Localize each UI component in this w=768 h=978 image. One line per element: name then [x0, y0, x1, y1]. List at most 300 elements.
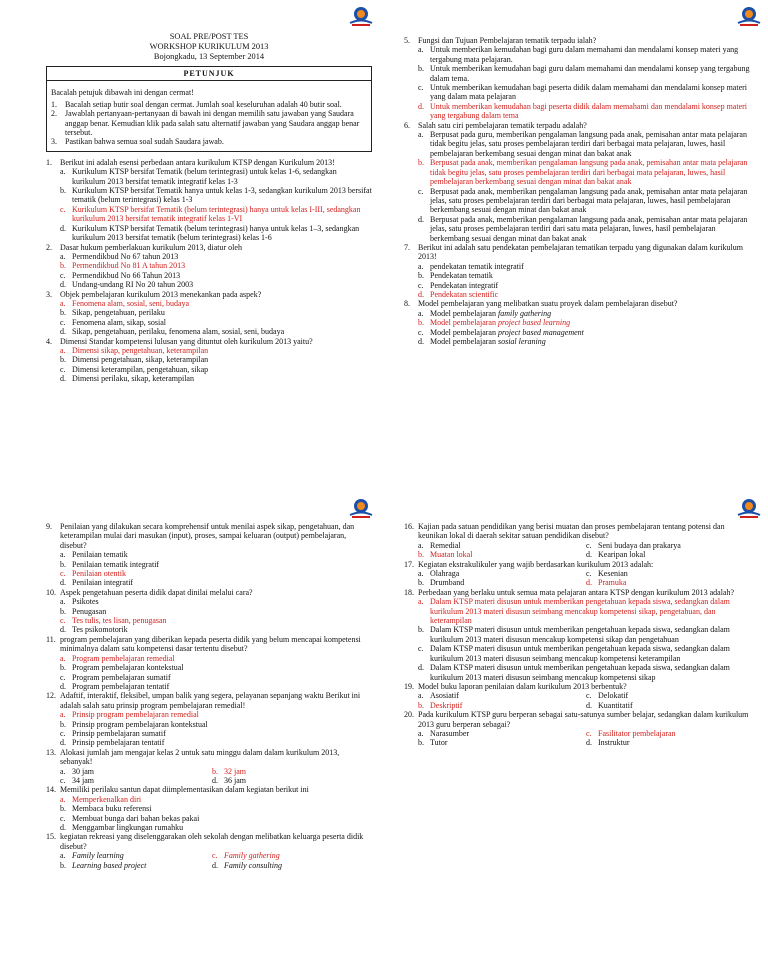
answer-option — [60, 261, 372, 270]
option-key: b. — [60, 663, 66, 673]
option-text — [430, 130, 754, 158]
option-text-plain: 34 jam — [72, 775, 94, 785]
option-text — [598, 729, 676, 738]
option-key: c. — [60, 728, 66, 738]
option-key: c. — [60, 569, 66, 579]
option-key: c. — [60, 270, 66, 280]
option-text-plain: Prinsip program pembelajaran kontekstual — [72, 719, 208, 729]
option-key: b. — [60, 186, 66, 196]
option-key: b. — [60, 355, 66, 365]
option-key: b. — [418, 738, 424, 748]
answer-option — [60, 767, 212, 776]
option-text — [430, 337, 754, 346]
option-text-plain: Psikotes — [72, 597, 99, 607]
option-text-italic: Family gathering — [224, 851, 280, 861]
option-text-plain: Tes psikomotorik — [72, 625, 128, 635]
option-key: c. — [586, 569, 592, 579]
document-page-3 — [0, 492, 380, 978]
answer-option — [60, 795, 364, 804]
option-key: c. — [586, 540, 592, 550]
option-text-plain: Program pembelajaran tentatif — [72, 681, 170, 691]
question-text: Objek pembelajaran kurikulum 2013 menekankan pada aspek? — [60, 289, 262, 299]
instruction-text: Jawablah pertanyaan-pertanyaan di bawah ini dengan memilih satu jawaban yang Saudara anggap benar. Kemudian klik pada salah satu alternatif jawaban yang Saudara anggap benar tersebut. — [65, 109, 360, 138]
option-text — [224, 861, 282, 870]
answer-option — [418, 215, 754, 243]
question-item — [46, 588, 364, 635]
question-stem — [404, 522, 754, 541]
question-number: 2. — [46, 242, 52, 252]
answer-option — [60, 550, 364, 559]
option-text-plain: Tutor — [430, 738, 448, 748]
document-page-4 — [388, 492, 768, 978]
option-key: b. — [418, 700, 424, 710]
option-text-plain: Fenomena alam, sikap, sosial — [72, 317, 166, 327]
option-text-plain: Berpusat pada anak, memberikan pengalaman langsung pada anak, pemisahan antar mata pelajaran tidak begitu jelas, satu proses pembelajaran terdiri dari berbagai mata pelajaran, luwes, hasil pembelajaran berkembang sesuai dengan minat dan bakat anak — [430, 158, 748, 187]
option-key: d. — [60, 823, 66, 832]
option-text — [72, 327, 372, 336]
option-key: d. — [60, 223, 66, 233]
answer-option — [586, 701, 754, 710]
answer-option — [418, 290, 754, 299]
university-logo-icon — [348, 6, 374, 28]
option-text-plain: Program pembelajaran kontekstual — [72, 663, 184, 673]
option-list — [60, 167, 372, 242]
option-text-plain: Kurikulum KTSP bersifat Tematik (belum terintegrasi) hanya untuk kelas I-III, sedangkan kurikulum 2013 bersifat tematik integratif kelas 1-VI — [72, 204, 361, 224]
question-text: kegiatan rekreasi yang diselenggarakan oleh sekolah dengan melibatkan keluarga peserta didik disebut? — [60, 832, 364, 851]
option-key: b. — [418, 64, 424, 74]
option-text — [72, 355, 372, 364]
question-stem — [46, 588, 364, 597]
question-text: Berikut ini adalah satu pendekatan pembelajaran tematikan terpadu yang digunakan dalam kurikulum 2013! — [418, 242, 743, 262]
option-text-plain: Berpusat pada guru, memberikan pengalaman langsung pada anak, pemisahan antar mata pelajaran tidak begitu jelas, satu proses pembelajaran terdiri dari berbagai mata pelajaran, luwes, hasil pembelajaran berkembang sesuai dengan minat dan bakat anak — [430, 130, 747, 158]
option-text-plain: Pramuka — [598, 578, 627, 588]
option-key: c. — [60, 616, 66, 626]
question-number: 19. — [404, 681, 414, 691]
option-text — [72, 776, 94, 785]
question-text: Model pembelajaran yang melibatkan suatu proyek dalam pembelajaran disebut? — [418, 299, 678, 309]
answer-option — [418, 550, 586, 559]
answer-option — [586, 550, 754, 559]
answer-option — [60, 374, 372, 383]
option-text-plain: Tes tulis, tes lisan, penugasan — [72, 616, 167, 626]
question-item — [46, 635, 364, 691]
question-stem — [46, 785, 364, 794]
question-number: 10. — [46, 587, 56, 597]
answer-option — [60, 578, 364, 587]
option-text-plain: Penilaian otentik — [72, 569, 126, 579]
question-item — [404, 36, 754, 121]
option-text-plain: Kurikulum KTSP bersifat Tematik (belum terintegrasi) hanya untuk kelas 1–3, sedangkan kurikulum 2013 bersifat tematik (belum terintegrasi) kelas 1-6 — [72, 223, 360, 243]
option-list — [418, 309, 754, 347]
university-logo-icon — [348, 498, 374, 520]
document-page-2 — [388, 0, 768, 486]
question-text: Adaftif, interaktif, fleksibel, umpan balik yang segera, pelayanan sepanjang waktu Berikut ini adalah salah satu prinsip program pembelajaran remedial! — [60, 691, 361, 710]
option-text — [72, 654, 364, 663]
question-number: 11. — [46, 634, 56, 644]
option-text — [598, 541, 681, 550]
option-key: a. — [60, 298, 66, 308]
option-text-italic: sosial leraning — [497, 337, 546, 346]
answer-option — [212, 776, 364, 785]
option-text-plain: Drumband — [430, 578, 465, 588]
option-text-plain: Penilaian tematik integratif — [72, 559, 160, 569]
option-text — [598, 569, 628, 578]
option-text-plain: Pendekatan tematik — [430, 271, 493, 281]
question-stem — [46, 748, 364, 767]
answer-option — [586, 738, 754, 747]
option-grid — [60, 767, 364, 786]
option-text-plain: Untuk memberikan kemudahan bagi peserta didik dalam memahami dan mendalami konsep materi yang tergabung dalam tema — [430, 101, 748, 121]
answer-option — [586, 691, 754, 700]
option-key: b. — [60, 606, 66, 616]
question-text: Perbedaan yang berlaku untuk semua mata pelajaran antara KTSP dengan kurikulum 2013 adalah? — [418, 587, 735, 597]
exam-header — [46, 32, 372, 62]
question-text: Memiliki perilaku santun dapat diimplementasikan dalam kegiatan berikut ini — [60, 785, 309, 795]
question-item — [46, 158, 372, 243]
question-text: Kajian pada satuan pendidikan yang berisi muatan dan proses pembelajaran tentang potensi dan keunikan lokal di daerah sekitar satuan pendidikan disebut? — [418, 522, 725, 541]
instruction-text: Pastikan bahwa semua soal sudah Saudara jawab. — [65, 137, 224, 147]
answer-option — [418, 597, 754, 625]
option-list — [60, 550, 364, 588]
option-text — [72, 318, 372, 327]
answer-option — [418, 691, 586, 700]
option-text-italic: Family learning — [72, 851, 124, 861]
question-item — [404, 243, 754, 299]
question-number: 18. — [404, 587, 414, 597]
option-key: a. — [60, 597, 66, 607]
question-text: Dimensi Standar kompetensi lulusan yang dituntut oleh kurikulum 2013 yaitu? — [60, 336, 313, 346]
option-list — [60, 597, 364, 635]
option-text-plain: Untuk memberikan kemudahan bagi peserta didik dalam memahami dan mendalami konsep materi yang dalam mata pelajaran — [430, 83, 748, 102]
option-key: b. — [60, 804, 66, 814]
option-text-plain: Untuk memberikan kemudahan bagi guru dalam memahami dan mendalami konsep yang tergabung dalam tema. — [430, 64, 750, 83]
option-text — [72, 205, 372, 224]
option-text — [72, 607, 364, 616]
question-text: Salah satu ciri pembelajaran tematik terpadu adalah? — [418, 120, 587, 130]
option-text — [430, 45, 754, 64]
option-key: d. — [60, 280, 66, 290]
option-key: d. — [212, 860, 218, 870]
answer-option — [418, 578, 586, 587]
question-item — [46, 785, 364, 832]
answer-option — [418, 625, 754, 644]
answer-option — [60, 327, 372, 336]
option-text — [72, 346, 372, 355]
answer-option — [418, 328, 754, 337]
option-list — [60, 346, 372, 384]
option-key: a. — [60, 851, 66, 861]
option-key: d. — [60, 681, 66, 691]
option-text-italic: Learning based project — [72, 860, 147, 870]
answer-option — [60, 710, 364, 719]
option-key: b. — [60, 860, 66, 870]
option-text — [430, 569, 459, 578]
option-text-plain: Dimensi sikap, pengetahuan, keterampilan — [72, 345, 209, 355]
option-text-plain: Menggambar lingkungan rumahku — [72, 823, 184, 832]
option-grid — [418, 541, 754, 560]
option-text — [430, 187, 754, 215]
option-list — [418, 597, 754, 682]
option-text — [72, 795, 364, 804]
option-text — [72, 252, 372, 261]
answer-option — [418, 738, 586, 747]
answer-option — [418, 569, 586, 578]
answer-option — [60, 271, 372, 280]
answer-option — [60, 823, 364, 832]
answer-option — [418, 45, 754, 64]
question-text: program pembelajaran yang diberikan kepada peserta didik yang belum mencapai kompetensi minimalnya dalam satu kompetensi dasar tertentu disebut? — [60, 634, 361, 654]
instructions-title: PETUNJUK — [47, 67, 371, 81]
option-text-plain: Prinsip program pembelajaran remedial — [72, 710, 199, 720]
question-item — [46, 522, 364, 588]
question-stem — [46, 158, 372, 167]
option-text-plain: Deskriptif — [430, 700, 463, 710]
option-text — [430, 64, 754, 83]
option-text-plain: Pendekatan integratif — [430, 280, 499, 290]
question-text: Model buku laporan penilaian dalam kurikulum 2013 berbentuk? — [418, 681, 627, 691]
option-text-plain: 30 jam — [72, 766, 94, 776]
question-stem — [404, 36, 754, 45]
answer-option — [418, 281, 754, 290]
question-stem — [404, 121, 754, 130]
question-list — [46, 158, 372, 384]
option-text — [430, 625, 754, 644]
question-stem — [46, 290, 372, 299]
option-key: d. — [60, 625, 66, 635]
option-text — [72, 560, 364, 569]
option-key: d. — [60, 374, 66, 384]
option-text — [430, 281, 754, 290]
option-key: c. — [586, 691, 592, 701]
question-text: Aspek pengetahuan peserta didik dapat dinilai melalui cara? — [60, 587, 253, 597]
question-number: 5. — [404, 36, 410, 45]
option-text — [598, 691, 628, 700]
question-item — [46, 243, 372, 290]
instructions-intro: Bacalah petujuk dibawah ini dengan cermat! — [51, 88, 194, 98]
option-text-plain: Fasilitator pembelajaran — [598, 728, 676, 738]
answer-option — [212, 851, 364, 860]
option-text — [72, 374, 372, 383]
option-key: a. — [418, 261, 424, 271]
option-text-plain: Penilaian integratif — [72, 578, 134, 588]
answer-option — [60, 205, 372, 224]
option-key: d. — [418, 663, 424, 673]
option-grid — [418, 691, 754, 710]
option-text-plain: Membaca buku referensi — [72, 804, 152, 814]
option-key: a. — [418, 130, 424, 140]
option-text-plain: 36 jam — [224, 775, 246, 785]
instruction-number: 1. — [51, 99, 57, 109]
option-text — [430, 541, 461, 550]
question-text: Alokasi jumlah jam mengajar kelas 2 untuk satu minggu dalam dalam kurikulum 2013, sebanyak! — [60, 747, 340, 767]
option-text — [72, 738, 364, 747]
answer-option — [418, 83, 754, 102]
option-text-plain: Kurikulum KTSP bersifat Tematik (belum terintegrasi) untuk kelas 1-6, sedangkan kurikulum 2013 bersifat tematik integratif kelas 1-3 — [72, 167, 337, 186]
option-key: c. — [418, 280, 424, 290]
option-key: a. — [60, 710, 66, 720]
option-text — [72, 804, 364, 813]
option-text-plain: Berpusat pada anak, memberikan pengalaman langsung pada anak, pemisahan antar mata pelajaran jelas, satu proses pembelajaran terdiri dari berbagai mata pelajaran, luwes, hasil pembelajaran berkembang sesuai dengan minat dan bakat anak — [430, 186, 748, 215]
answer-option — [418, 309, 754, 318]
question-item — [404, 588, 754, 682]
option-text-plain: Kearipan lokal — [598, 550, 646, 560]
option-key: a. — [60, 794, 66, 804]
option-key: a. — [418, 597, 424, 607]
answer-option — [418, 130, 754, 158]
question-number: 1. — [46, 157, 52, 167]
instruction-text: Bacalah setiap butir soal dengan cermat. Jumlah soal keseluruhan adalah 40 butir soal. — [65, 99, 342, 109]
option-list — [60, 795, 364, 833]
option-text-plain: Fenomena alam, sosial, seni, budaya — [72, 298, 190, 308]
option-text-plain: Dimensi pengetahuan, sikap, keterampilan — [72, 355, 209, 365]
option-key: d. — [418, 289, 424, 299]
question-item — [404, 682, 754, 710]
option-text — [72, 569, 364, 578]
option-text — [430, 262, 754, 271]
option-key: d. — [418, 101, 424, 111]
option-text-plain: Permendikbud No 67 tahun 2013 — [72, 251, 179, 261]
option-text-plain: pendekatan tematik integratif — [430, 261, 524, 271]
option-list — [60, 710, 364, 748]
option-key: b. — [418, 271, 424, 281]
instruction-item — [51, 109, 367, 137]
answer-option — [586, 729, 754, 738]
option-text-plain: Prinsip pembelajaran sumatif — [72, 728, 166, 738]
option-grid — [60, 851, 364, 870]
question-stem — [404, 560, 754, 569]
question-list — [404, 522, 754, 748]
option-list — [60, 654, 364, 692]
option-text — [430, 215, 754, 243]
question-item — [46, 748, 364, 786]
answer-option — [60, 776, 212, 785]
option-text — [72, 186, 372, 205]
option-text — [430, 738, 448, 747]
option-text-plain: Dalam KTSP materi disusun untuk memberikan pengetahuan kepada siswa, sedangkan dalam kurikulum 2013 materi disusun mencakup kompetensi sikap dan pengetahuan — [430, 625, 730, 644]
option-text-plain: Berpusat pada anak, memberikan pengalaman langsung pada anak, pemisahan antar mata pelajaran jelas, satu proses pembelajaran terdiri dari satu mata pelajaran, luwes, hasil pembelajaran berkembang sesuai dengan minat dan bakat anak — [430, 214, 748, 243]
option-text-plain: Untuk memberikan kemudahan bagi guru dalam memahami dan mendalami konsep materi yang tergabung mata pelajaran. — [430, 45, 739, 64]
question-stem — [404, 588, 754, 597]
option-text — [72, 261, 372, 270]
question-number: 17. — [404, 559, 414, 569]
answer-option — [418, 337, 754, 346]
option-text — [72, 578, 364, 587]
option-text — [430, 701, 462, 710]
option-text — [72, 597, 364, 606]
option-text — [72, 280, 372, 289]
option-text — [430, 663, 754, 682]
answer-option — [212, 767, 364, 776]
option-key: a. — [60, 550, 66, 560]
option-text — [598, 738, 630, 747]
option-text — [72, 365, 372, 374]
option-key: b. — [418, 578, 424, 588]
option-key: a. — [418, 691, 424, 701]
option-key: c. — [418, 327, 424, 337]
answer-option — [60, 167, 372, 186]
option-key: a. — [418, 728, 424, 738]
question-number: 13. — [46, 747, 56, 757]
option-key: a. — [418, 569, 424, 579]
option-text — [430, 550, 472, 559]
question-number: 15. — [46, 832, 56, 842]
question-text: Pada kurikulum KTSP guru berperan sebagai satu-satunya sumber belajar, sedangkan dalam kurikulum 2013 guru berperan sebagai? — [418, 710, 749, 729]
option-list — [418, 130, 754, 243]
option-text-plain: Prinsip pembelajaran tentatif — [72, 738, 165, 748]
option-text-plain: Penilaian tematik — [72, 550, 128, 560]
option-text — [72, 308, 372, 317]
option-key: d. — [586, 578, 592, 588]
option-key: c. — [60, 672, 66, 682]
option-text — [72, 851, 124, 860]
question-number: 4. — [46, 336, 52, 346]
option-text — [224, 776, 246, 785]
answer-option — [60, 673, 364, 682]
question-text: Fungsi dan Tujuan Pembelajaran tematik terpadu ialah? — [418, 36, 597, 45]
question-stem — [46, 635, 364, 654]
option-key: d. — [418, 214, 424, 224]
answer-option — [60, 308, 372, 317]
option-text — [72, 550, 364, 559]
option-key: a. — [418, 308, 424, 318]
answer-option — [60, 318, 372, 327]
answer-option — [418, 701, 586, 710]
document-page-1 — [0, 0, 380, 486]
answer-option — [418, 64, 754, 83]
option-key: b. — [60, 308, 66, 318]
option-key: b. — [60, 559, 66, 569]
option-text-plain: Membuat bunga dari bahan bekas pakai — [72, 813, 200, 823]
option-text — [72, 823, 364, 832]
instruction-item — [51, 137, 367, 146]
option-key: d. — [60, 738, 66, 748]
option-text — [72, 710, 364, 719]
exam-date: Bojongkadu, 13 September 2014 — [153, 52, 265, 61]
option-text-plain: Olahraga — [430, 569, 460, 579]
option-text-plain: Model pembelajaran — [430, 308, 498, 318]
option-text-plain: Kesenian — [598, 569, 628, 579]
option-text — [430, 290, 754, 299]
option-text-italic: project based management — [497, 327, 584, 337]
option-list — [418, 262, 754, 300]
answer-option — [418, 644, 754, 663]
answer-option — [418, 262, 754, 271]
option-text-plain: Dimensi keterampilan, pengetahuan, sikap — [72, 364, 209, 374]
answer-option — [60, 280, 372, 289]
answer-option — [212, 861, 364, 870]
answer-option — [418, 663, 754, 682]
option-grid — [418, 729, 754, 748]
option-key: b. — [418, 550, 424, 560]
answer-option — [586, 569, 754, 578]
option-key: a. — [60, 167, 66, 177]
answer-option — [60, 682, 364, 691]
option-text — [430, 83, 754, 102]
question-text: Penilaian yang dilakukan secara komprehensif untuk menilai aspek sikap, pengetahuan, dan keterampilan mulai dari masukan (input), proses, sampai keluaran (output) pembelajaran, disebut? — [60, 522, 355, 550]
option-text-plain: Dalam KTSP materi disusun untuk memberikan pengetahuan kepada siswa, sedangkan dalam kurikulum 2013 materi disusun seimbang mencakup kompetensi sikap, pengetahuan, dan keterampilan — [430, 597, 730, 626]
option-key: d. — [586, 700, 592, 710]
option-text-plain: Remedial — [430, 540, 461, 550]
question-stem — [46, 243, 372, 252]
question-item — [46, 290, 372, 337]
option-text-plain: Narasumber — [430, 728, 470, 738]
option-text-plain: Asosiatif — [430, 691, 459, 701]
question-item — [404, 710, 754, 748]
question-number: 9. — [46, 522, 52, 531]
answer-option — [60, 346, 372, 355]
option-text-plain: Muatan lokal — [430, 550, 473, 560]
option-text-plain: Dimensi perilaku, sikap, keterampilan — [72, 374, 194, 384]
